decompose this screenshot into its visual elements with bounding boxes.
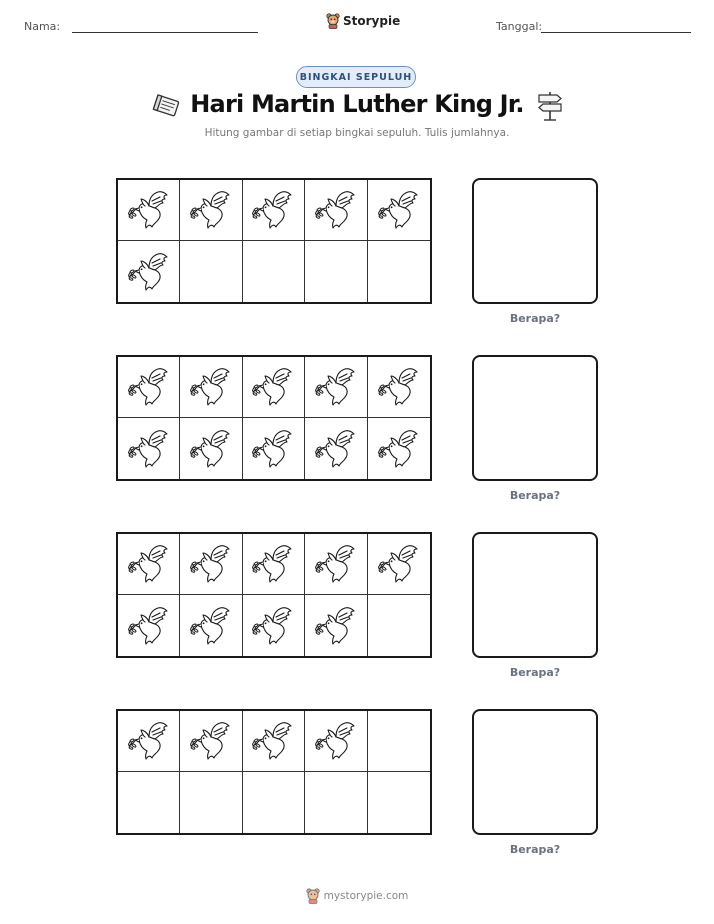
- ten-frame-cell: [305, 772, 367, 833]
- brand-logo: [326, 13, 400, 29]
- ten-frame-cell: [368, 595, 430, 656]
- signpost-icon: [536, 90, 564, 122]
- answer-prompt: Berapa?: [509, 666, 561, 679]
- ten-frame-cell: [368, 711, 430, 772]
- ten-frame-cell: [368, 241, 430, 302]
- ten-frame-cell: [243, 595, 305, 656]
- ten-frame-cell: [243, 180, 305, 241]
- dove-icon: [127, 428, 171, 470]
- ten-frame-cell: [180, 418, 242, 479]
- ten-frame-cell: [305, 180, 367, 241]
- ten-frame-cell: [180, 241, 242, 302]
- dove-icon: [189, 543, 233, 585]
- dove-icon: [189, 720, 233, 762]
- dove-icon: [377, 189, 421, 231]
- mascot-icon: [326, 13, 340, 29]
- dove-icon: [377, 366, 421, 408]
- dove-icon: [127, 543, 171, 585]
- dove-icon: [189, 428, 233, 470]
- ten-frame-cell: [118, 595, 180, 656]
- dove-icon: [314, 720, 358, 762]
- footer-mascot-icon: [306, 888, 320, 904]
- ten-frame-cell: [180, 711, 242, 772]
- ten-frame-cell: [243, 357, 305, 418]
- ten-frame-cell: [118, 772, 180, 833]
- name-line[interactable]: [72, 32, 258, 33]
- dove-icon: [314, 543, 358, 585]
- date-label: Tanggal:: [496, 20, 543, 33]
- ten-frame-cell: [243, 772, 305, 833]
- answer-prompt: Berapa?: [509, 843, 561, 856]
- dove-icon: [314, 605, 358, 647]
- ten-frame-cell: [243, 534, 305, 595]
- ten-frame-cell: [118, 241, 180, 302]
- instructions: Hitung gambar di setiap bingkai sepuluh. Tulis jumlahnya.: [204, 127, 510, 139]
- ten-frame-cell: [118, 418, 180, 479]
- page-title: Hari Martin Luther King Jr.: [190, 90, 524, 118]
- dove-icon: [127, 720, 171, 762]
- ten-frame-cell: [368, 357, 430, 418]
- ten-frame-cell: [180, 595, 242, 656]
- ten-frame-cell: [243, 418, 305, 479]
- ten-frame-cell: [243, 241, 305, 302]
- ten-frame-cell: [180, 772, 242, 833]
- dove-icon: [377, 543, 421, 585]
- dove-icon: [314, 366, 358, 408]
- dove-icon: [251, 366, 295, 408]
- dove-icon: [251, 720, 295, 762]
- dove-icon: [127, 251, 171, 293]
- dove-icon: [314, 428, 358, 470]
- dove-icon: [127, 189, 171, 231]
- ten-frame-cell: [180, 180, 242, 241]
- ten-frame-cell: [368, 180, 430, 241]
- ten-frame-cell: [305, 595, 367, 656]
- ten-frame-cell: [243, 711, 305, 772]
- dove-icon: [251, 605, 295, 647]
- ten-frame-cell: [368, 772, 430, 833]
- dove-icon: [251, 189, 295, 231]
- answer-box[interactable]: [472, 178, 598, 304]
- ten-frame-cell: [305, 241, 367, 302]
- dove-icon: [251, 543, 295, 585]
- ten-frame-cell: [368, 418, 430, 479]
- ten-frame-cell: [118, 357, 180, 418]
- ten-frame: [116, 532, 432, 658]
- answer-box[interactable]: [472, 532, 598, 658]
- dove-icon: [189, 605, 233, 647]
- dove-icon: [189, 366, 233, 408]
- dove-icon: [314, 189, 358, 231]
- ten-frame-cell: [118, 180, 180, 241]
- date-line[interactable]: [541, 32, 691, 33]
- dove-icon: [127, 366, 171, 408]
- ten-frame-cell: [305, 534, 367, 595]
- dove-icon: [377, 428, 421, 470]
- ten-frame-cell: [305, 418, 367, 479]
- dove-icon: [251, 428, 295, 470]
- footer-site: mystorypie.com: [323, 890, 409, 902]
- ten-frame-cell: [305, 357, 367, 418]
- ten-frame-cell: [180, 357, 242, 418]
- ten-frame-cell: [368, 534, 430, 595]
- answer-box[interactable]: [472, 709, 598, 835]
- answer-prompt: Berapa?: [509, 312, 561, 325]
- ten-frame: [116, 709, 432, 835]
- dove-icon: [189, 189, 233, 231]
- ten-frame-cell: [118, 534, 180, 595]
- footer: [0, 888, 714, 904]
- ten-frame: [116, 355, 432, 481]
- worksheet-badge: BINGKAI SEPULUH: [296, 66, 416, 88]
- ten-frame: [116, 178, 432, 304]
- answer-box[interactable]: [472, 355, 598, 481]
- dove-icon: [127, 605, 171, 647]
- ten-frame-cell: [180, 534, 242, 595]
- answer-prompt: Berapa?: [509, 489, 561, 502]
- ten-frame-cell: [305, 711, 367, 772]
- name-label: Nama:: [24, 20, 61, 33]
- ten-frame-cell: [118, 711, 180, 772]
- brand-name: Storypie: [343, 14, 401, 28]
